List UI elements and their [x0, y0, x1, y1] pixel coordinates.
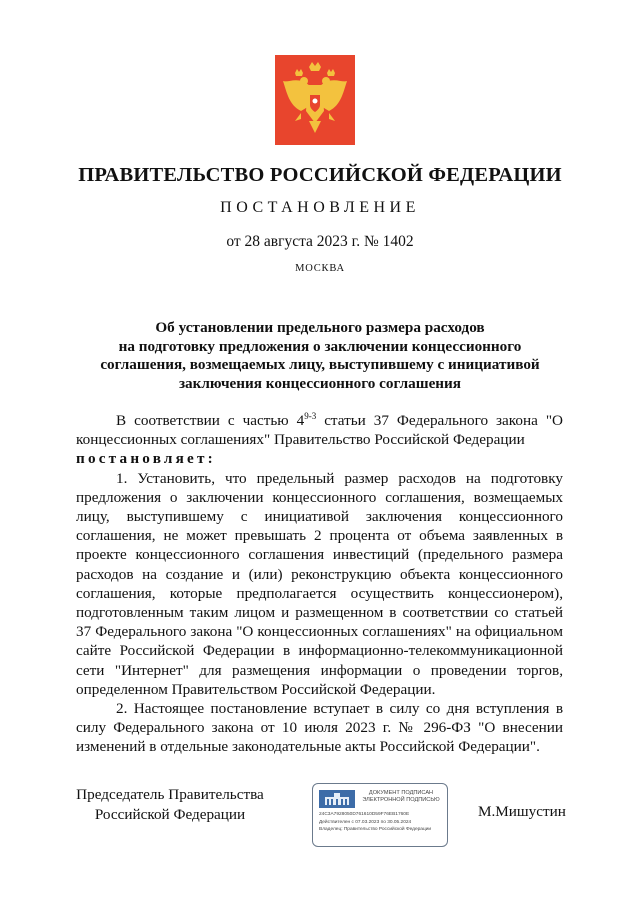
stamp-certificate: 24C3A7928050D761610D59F76EB1760E: [319, 812, 410, 817]
heading-line: Об установлении предельного размера расходов: [155, 319, 485, 336]
document-body: [76, 411, 563, 757]
document-heading: [90, 319, 550, 393]
signer-position-line: Российской Федерации: [94, 805, 246, 823]
decides-line: [76, 449, 563, 468]
signer-position: [70, 785, 270, 824]
clause-2: 2. Настоящее постановление вступает в силу со дня вступления в силу Федерального закона от 10 июля 2023 г. № 296-ФЗ "О внесении изменений в отдельные законодательные акты Российской Федерации".: [76, 700, 563, 756]
signer-position-line: Председатель Правительства: [76, 786, 264, 803]
stamp-validity: Действителен с 07.03.2023 по 30.05.2024: [319, 820, 412, 825]
stamp-title-line: ДОКУМЕНТ ПОДПИСАН: [368, 790, 434, 796]
heading-line: на подготовку предложения о заключении концессионного: [118, 337, 522, 355]
coat-of-arms-icon: [275, 55, 355, 145]
stamp-title: [357, 790, 445, 804]
preamble-superscript: 9-3: [304, 411, 317, 421]
government-title: ПРАВИТЕЛЬСТВО РОССИЙСКОЙ ФЕДЕРАЦИИ: [78, 164, 562, 186]
document-date-number: от 28 августа 2023 г. № 1402: [226, 233, 414, 250]
heading-line: заключения концессионного соглашения: [178, 374, 462, 392]
decides-word: постановляет:: [76, 450, 216, 468]
electronic-signature-stamp: [312, 783, 448, 847]
heading-line: соглашения, возмещаемых лицу, выступившему с инициативой: [100, 356, 540, 373]
government-building-icon: [319, 790, 355, 808]
preamble-paragraph: [76, 411, 563, 449]
preamble-end: статьи 37 Федерального закона "О концессионных соглашениях" Правительство Российской Федерации: [76, 412, 564, 449]
document-type: ПОСТАНОВЛЕНИЕ: [220, 199, 420, 216]
stamp-owner: Владелец: Правительство Российской Федерации: [319, 827, 432, 832]
document-city: МОСКВА: [295, 263, 345, 274]
clause-1: 1. Установить, что предельный размер расходов на подготовку предложения о заключении концессионного соглашения, возмещаемых лицу, выступившему с инициативой заключения концессионного соглашения, не может превышать 2 процента от объема заявленных в проекте концессионного соглашения инвестиций (предельного размера расходов на создание и (или) реконструкцию объекта концессионного соглашения, которые предполагается осуществить концессионером), подготовленным таким лицом и размещенном в соответствии со статьей 37 Федерального закона "О концессионных соглашениях" на официальном сайте Российской Федерации в информационно-телекоммуникационной сети "Интернет" для размещения информации о проведении торгов, определенном Правительством Российской Федерации.: [76, 469, 563, 698]
stamp-title-line: ЭЛЕКТРОННОЙ ПОДПИСЬЮ: [362, 797, 440, 803]
signer-name: М.Мишустин: [478, 803, 566, 820]
preamble-start: В соответствии с частью 4: [116, 412, 305, 429]
